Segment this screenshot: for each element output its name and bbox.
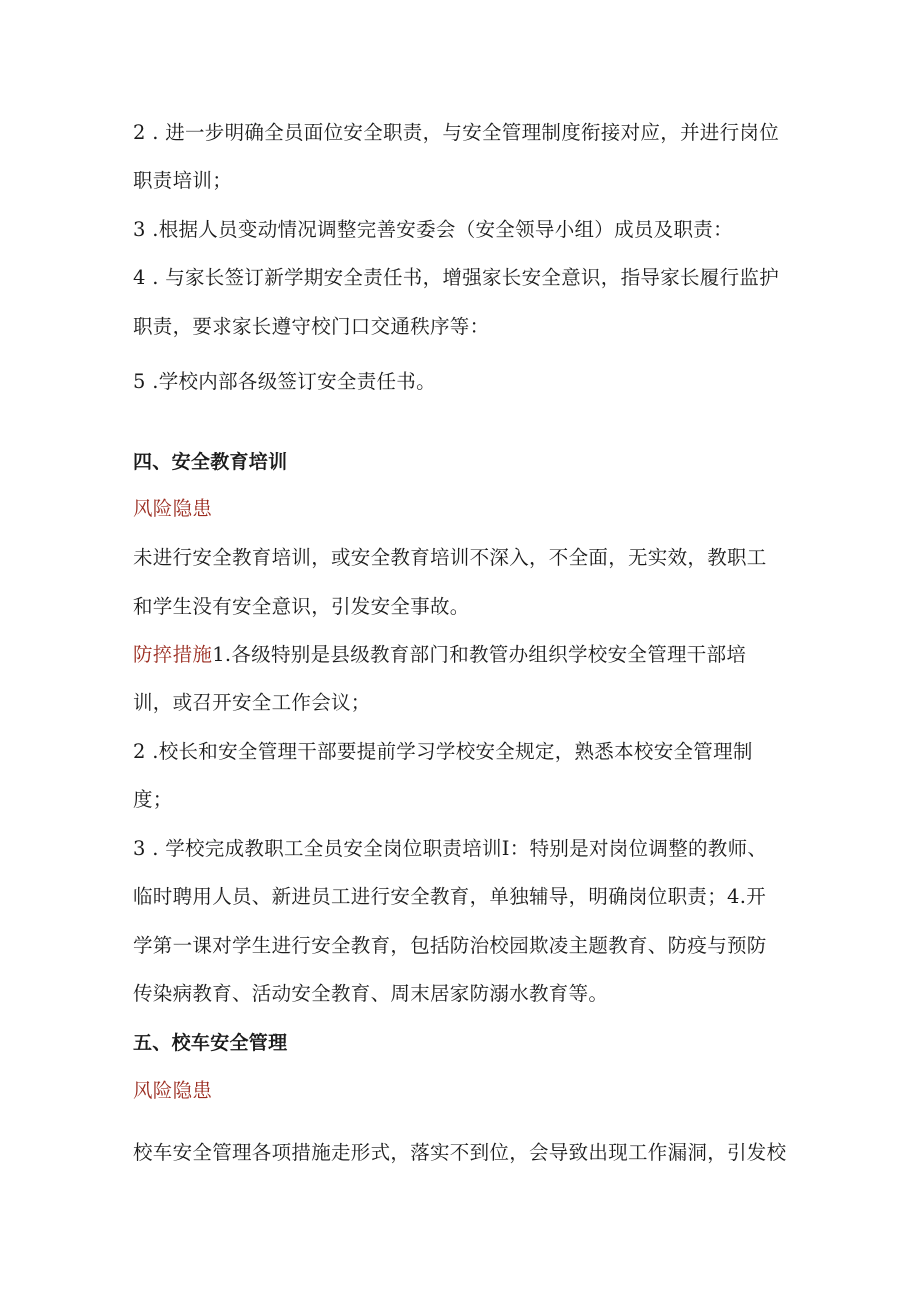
prevention-item-4-line-2: 传染病教育、活动安全教育、周末居家防溺水教育等。 bbox=[133, 982, 609, 1005]
risk-text-2-line-1: 校车安全管理各项措施走形式，落实不到位，会导致出现工作漏洞，引发校 bbox=[133, 1141, 787, 1164]
prevention-item-3-line-1: 3 . 学校完成教职工全员安全岗位职责培训I：特别是对岗位调整的教师、 bbox=[133, 837, 768, 860]
item-2-line-1: 2 . 进一步明确全员面位安全职责，与安全管理制度衔接对应，并进行岗位 bbox=[133, 121, 780, 144]
item-5-line: 5 .学校内部各级签订安全责任书。 bbox=[133, 370, 436, 393]
prevention-item-1: 1.各级特别是县级教育部门和教管办组织学校安全管理干部培 bbox=[212, 643, 747, 666]
risk-label-1: 风险隐患 bbox=[133, 497, 213, 520]
section-5-heading: 五、校车安全管理 bbox=[133, 1032, 288, 1054]
prevention-label: 防捽措施 bbox=[133, 643, 213, 666]
risk-text-1-line-2: 和学生没有安全意识，引发安全事故。 bbox=[133, 595, 470, 618]
prevention-item-2-line-2: 度； bbox=[133, 788, 173, 811]
risk-label-2: 风险隐患 bbox=[133, 1079, 213, 1102]
prevention-line-2: 训，或召开安全工作会议； bbox=[133, 691, 371, 714]
item-3-line: 3 .根据人员变动情况调整完善安委会（安全领导小组）成员及职责： bbox=[133, 218, 733, 241]
risk-text-1-line-1: 未进行安全教育培训，或安全教育培训不深入，不全面，无实效，教职工 bbox=[133, 546, 767, 569]
prevention-item-2-line-1: 2 .校长和安全管理干部要提前学习学校安全规定，熟悉本校安全管理制 bbox=[133, 740, 753, 763]
prevention-item-4-line-1: 学第一课对学生进行安全教育，包括防治校园欺凌主题教育、防疫与预防 bbox=[133, 934, 767, 957]
section-4-heading: 四、安全教育培训 bbox=[133, 451, 288, 473]
item-2-line-2: 职责培训； bbox=[133, 169, 233, 192]
prevention-line-1 bbox=[133, 643, 746, 667]
item-4-line-1: 4 . 与家长签订新学期安全责任书，增强家长安全意识，指导家长履行监护 bbox=[133, 266, 780, 289]
item-4-line-2: 职责，要求家长遵守校门口交通秩序等： bbox=[133, 315, 490, 338]
prevention-item-3-line-2: 临时聘用人员、新进员工进行安全教育，单独辅导，明确岗位职责；4.开 bbox=[133, 885, 767, 908]
